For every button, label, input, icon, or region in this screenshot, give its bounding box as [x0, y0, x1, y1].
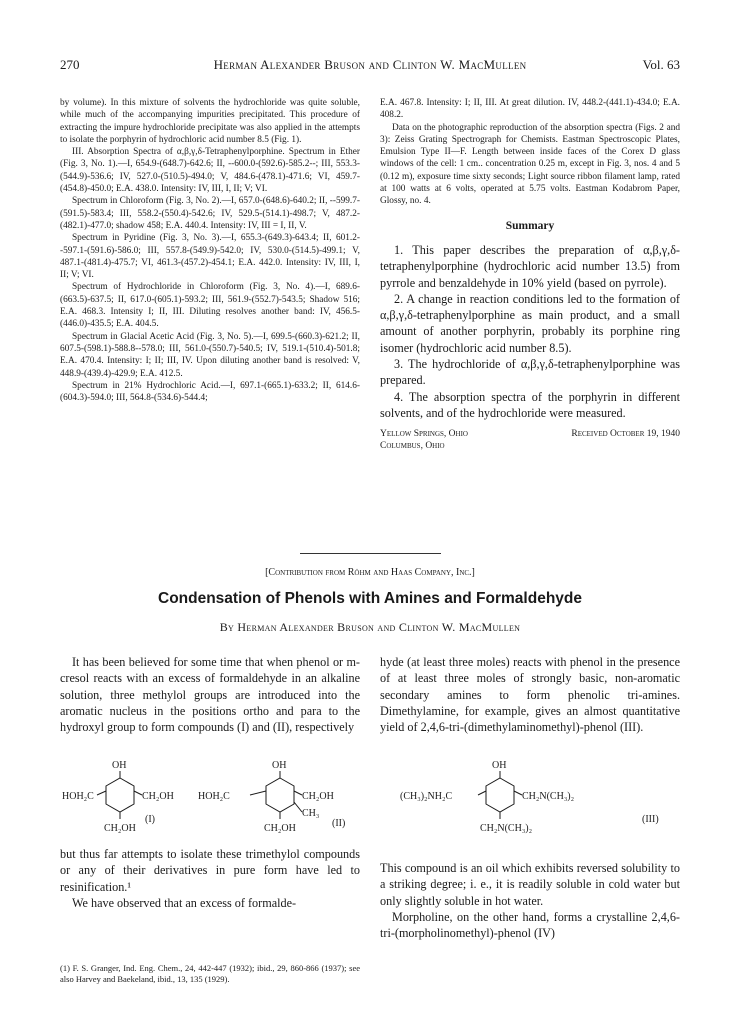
benzene-ring: [106, 778, 134, 812]
substituent-left: HOH₂C: [198, 791, 230, 802]
page-number: 270: [60, 57, 80, 72]
received-date: Received October 19, 1940: [571, 429, 680, 440]
paragraph: III. Absorption Spectra of α,β,γ,δ-Tetraphenylporphine. Spectrum in Ether (Fig. 3, No. 1).—I, 654.9-(648.7)-642.6; II, --600.0-(592.6)-585.2--; III, 553.3-(544.9)-536.6; IV, 527.0-(510.5)-494.0; V, 484.6-(478.1)-471.6; VI, 459.7-(454.8)-450.0; E.A. 438.0. Intensity: IV, III, I, II; V; VI.: [60, 147, 360, 195]
paragraph: E.A. 467.8. Intensity: I; II, III. At great dilution. IV, 448.2-(441.1)-434.0; E.A. 408.2.: [380, 98, 680, 121]
paragraph: Spectrum in Chloroform (Fig. 3, No. 2).—I, 657.0-(648.6)-640.2; II, --599.7-(591.5)-583.4; III, 558.2-(550.4)-542.6; IV, 529.5-(514.1)-498.7; V, 487.2-(482.1)-477.0; shadow 458; E.A. 440.4. Intensity: IV, III = I, II, V.: [60, 196, 360, 231]
paragraph: hyde (at least three moles) reacts with phenol in the presence of at least three moles of strongly basic, non-aromatic secondary amines to form phenolic tri-amines. Dimethylamine, for example, gives an almost quantitative yield of 2,4,6-tri-(dimethylaminomethyl)-phenol (III).: [380, 655, 680, 735]
paragraph: but thus far attempts to isolate these trimethylol compounds or any of their derivatives in pure form have led to resinification.¹: [60, 847, 360, 894]
substituent-methyl: CH₃: [302, 808, 320, 819]
summary-item: 4. The absorption spectra of the porphyrin in different solvents, and of the hydrochloride were measured.: [380, 389, 680, 420]
substituent-right: CH₂OH: [302, 791, 334, 802]
left-column-top: [60, 97, 360, 404]
compound-label: (III): [642, 814, 659, 825]
address-line: Columbus, Ohio: [380, 440, 445, 451]
article-left-continued: [60, 846, 360, 911]
article-title: Condensation of Phenols with Amines and Formaldehyde: [158, 590, 582, 607]
paragraph: Spectrum of Hydrochloride in Chloroform (Fig. 3, No. 4).—I, 689.6-(663.5)-637.5; II, 617.0-(605.1)-593.2; III, 561.9-(552.7)-543.5; Shadow 516; E.A. 468.3. Intensity I; II, III. Diluting resolves another band: IV, 456.5-(446.0)-435.5; E.A. 404.5.: [60, 282, 360, 330]
substituent-left: (CH₃)₂NH₂C: [400, 791, 453, 802]
compound-label: (II): [332, 818, 346, 829]
footnote: (1) F. S. Granger, Ind. Eng. Chem., 24, 442-447 (1932); ibid., 29, 860-866 (1937); see also Harvey and Baekeland, ibid., 13, 135 (1929).: [60, 963, 360, 984]
substituent-right: CH₂OH: [142, 791, 174, 802]
address-block: [380, 429, 680, 452]
substituent-bottom: CH₂OH: [264, 823, 296, 834]
substituent-right: CH₂N(CH₃)₂: [522, 791, 575, 802]
summary: [380, 242, 680, 421]
summary-item: 1. This paper describes the preparation of α,β,γ,δ-tetraphenylporphine (hydrochloric acid number 13.5) from pyrrole and benzaldehyde in 10% yield (based on pyrrole).: [380, 242, 680, 290]
paragraph: by volume). In this mixture of solvents the hydrochloride was quite soluble, while much of the accompanying impurities precipitated. This procedure of extracting the impure hydrochloride precipitate was also applied in the attempts to isolate the porphyrin of hydrochloric acid number 8.5 (Fig. 1).: [60, 98, 360, 145]
compound-label: (I): [145, 814, 155, 825]
summary-heading: Summary: [505, 219, 555, 232]
substituent-bottom: CH₂N(CH₃)₂: [480, 823, 533, 834]
oh-label: OH: [112, 760, 127, 771]
paragraph: Morpholine, on the other hand, forms a crystalline 2,4,6-tri-(morpholinomethyl)-phenol (IV): [380, 909, 680, 941]
section-divider: [300, 553, 441, 554]
address-line: Yellow Springs, Ohio: [380, 429, 468, 440]
oh-label: OH: [492, 760, 507, 771]
substituent-bottom: CH₂OH: [104, 823, 136, 834]
paragraph: Data on the photographic reproduction of the absorption spectra (Figs. 2 and 3): Zeiss Grating Spectrograph for Chemists. Eastman Spectroscopic Plates, Emulsion Type II—F. Length between inside faces of the Corex D glass windows of the cell: 1 cm.. concentration 0.25 m, except in Fig. 3, nos. 4 and 5 (0.12 m), exposure time sixty seconds; Light source ribbon filament lamp, rated at 100 watts at 6 volts, operated at 5.75 volts. Eastman Kodabrom Paper, Glossy, no. 4.: [380, 122, 680, 207]
running-head: [60, 57, 680, 75]
article-authors: By Herman Alexander Bruson and Clinton W. MacMullen: [219, 620, 521, 634]
paragraph: It has been believed for some time that when phenol or m-cresol reacts with an excess of formaldehyde in an alkaline solution, three methylol groups are introduced into the aromatic nucleus in the positions ortho and para to the hydroxyl group to form compounds (I) and (II), respectively: [60, 655, 360, 735]
benzene-ring: [266, 778, 294, 812]
paragraph: Spectrum in Pyridine (Fig. 3, No. 3).—I, 655.3-(649.3)-643.4; II, 601.2--597.1-(591.6)-586.0; III, 557.8-(549.9)-542.0; IV, 530.0-(514.5)-499.1; V, 487.1-(481.4)-475.7; VI, 461.3-(457.2)-454.1; E.A. 442.0. Intensity: IV, III, I, II; V; VI.: [60, 233, 360, 281]
contribution-line: [Contribution from Röhm and Haas Company, Inc.]: [265, 567, 475, 578]
paragraph: Spectrum in 21% Hydrochloric Acid.—I, 697.1-(665.1)-633.2; II, 614.6-(604.3)-594.0; III, 564.8-(534.6)-544.4;: [60, 380, 360, 404]
paragraph: Spectrum in Glacial Acetic Acid (Fig. 3, No. 5).—I, 699.5-(660.3)-621.2; II, 607.5-(598.1)-588.8--578.0; III, 561.0-(550.7)-540.5; IV, 519.1-(510.4)-501.8; E.A. 470.4. Intensity: I; II; III, IV. Upon diluting another band is resolved: V, 448.9-(439.4)-429.9; E.A. 412.5.: [60, 331, 360, 379]
right-column-top: [380, 97, 680, 452]
structure-II: [192, 758, 360, 846]
paragraph: This compound is an oil which exhibits reversed solubility to a striking degree; i. e., it is readily soluble in cold water but only slightly soluble in hot water.: [380, 861, 680, 908]
running-title: Herman Alexander Bruson and Clinton W. MacMullen: [213, 57, 527, 72]
summary-item: 3. The hydrochloride of α,β,γ,δ-tetraphenylporphine was prepared.: [380, 357, 680, 388]
benzene-ring: [486, 778, 514, 812]
volume-label: Vol. 63: [642, 57, 680, 72]
article-right-column: [380, 654, 680, 735]
substituent-left: HOH₂C: [62, 791, 94, 802]
structure-III: [380, 758, 680, 854]
article-right-continued: [380, 860, 680, 941]
article-left-column: [60, 654, 360, 735]
summary-item: 2. A change in reaction conditions led to the formation of α,β,γ,δ-tetraphenylporphine as main product, and a small amount of another porphyrin, probably its porphine ring isomer (hydrochloric acid number 8.5).: [380, 291, 680, 355]
oh-label: OH: [272, 760, 287, 771]
paragraph: We have observed that an excess of formalde-: [72, 895, 297, 910]
